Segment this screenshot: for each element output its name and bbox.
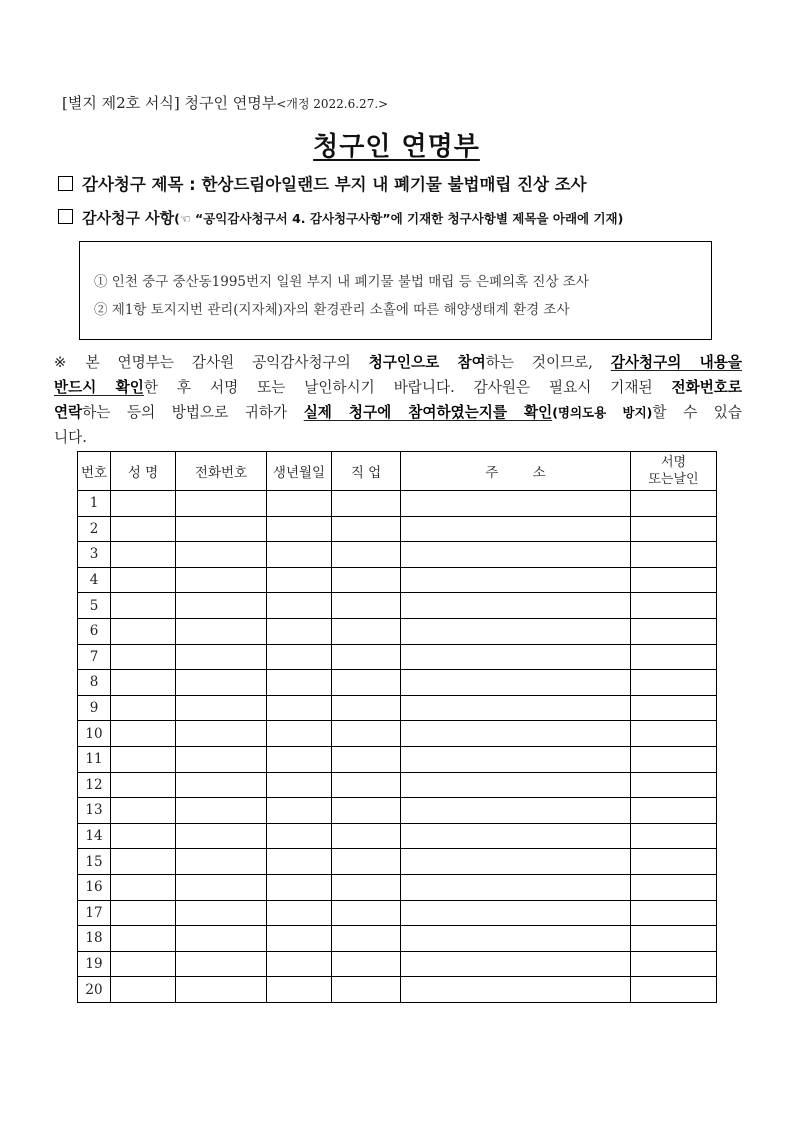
- row-number: 5: [78, 593, 111, 619]
- audit-subject-value: 한상드림아일랜드 부지 내 폐기물 불법매립 진상 조사: [201, 175, 587, 194]
- phone-cell[interactable]: [176, 951, 267, 977]
- name-cell[interactable]: [111, 721, 176, 747]
- col-header-address: 주 소: [401, 452, 631, 491]
- signature-cell[interactable]: [631, 874, 717, 900]
- audit-item-2: ② 제1항 토지지번 관리(지자체)자의 환경관리 소홀에 따른 해양생태계 환경 조사: [94, 302, 570, 318]
- phone-cell[interactable]: [176, 721, 267, 747]
- name-cell[interactable]: [111, 951, 176, 977]
- birthdate-cell[interactable]: [267, 618, 332, 644]
- audit-items-note: (☜ “공익감사청구서 4. 감사청구사항”에 기재한 청구사항별 제목을 아래에 기재): [174, 211, 624, 226]
- phone-cell[interactable]: [176, 823, 267, 849]
- occupation-cell[interactable]: [332, 772, 401, 798]
- address-cell[interactable]: [401, 644, 631, 670]
- occupation-cell[interactable]: [332, 491, 401, 517]
- phone-cell[interactable]: [176, 516, 267, 542]
- occupation-cell[interactable]: [332, 695, 401, 721]
- row-number: 20: [78, 977, 111, 1003]
- roster-body: [78, 491, 717, 1003]
- form-header: [62, 92, 388, 113]
- signature-cell[interactable]: [631, 695, 717, 721]
- row-number: 4: [78, 567, 111, 593]
- row-number: 2: [78, 516, 111, 542]
- occupation-cell[interactable]: [332, 567, 401, 593]
- address-cell[interactable]: [401, 695, 631, 721]
- name-cell[interactable]: [111, 670, 176, 696]
- birthdate-cell[interactable]: [267, 670, 332, 696]
- phone-cell[interactable]: [176, 593, 267, 619]
- table-row: [78, 593, 717, 619]
- phone-cell[interactable]: [176, 900, 267, 926]
- birthdate-cell[interactable]: [267, 695, 332, 721]
- birthdate-cell[interactable]: [267, 874, 332, 900]
- table-header-row: [78, 452, 717, 491]
- signature-cell[interactable]: [631, 951, 717, 977]
- address-cell[interactable]: [401, 670, 631, 696]
- address-cell[interactable]: [401, 618, 631, 644]
- birthdate-cell[interactable]: [267, 849, 332, 875]
- table-row: [78, 900, 717, 926]
- signature-cell[interactable]: [631, 618, 717, 644]
- birthdate-cell[interactable]: [267, 567, 332, 593]
- page-title: 청구인 연명부: [313, 132, 480, 162]
- phone-cell[interactable]: [176, 977, 267, 1003]
- signature-cell[interactable]: [631, 721, 717, 747]
- name-cell[interactable]: [111, 491, 176, 517]
- row-number: 3: [78, 542, 111, 568]
- phone-cell[interactable]: [176, 567, 267, 593]
- signature-cell[interactable]: [631, 593, 717, 619]
- name-cell[interactable]: [111, 798, 176, 824]
- col-header-birthdate: 생년월일: [267, 452, 332, 491]
- col-header-phone: 전화번호: [176, 452, 267, 491]
- signature-roster-table: [77, 451, 717, 1003]
- phone-cell[interactable]: [176, 618, 267, 644]
- signature-cell[interactable]: [631, 644, 717, 670]
- table-row: [78, 951, 717, 977]
- row-number: 10: [78, 721, 111, 747]
- notice-paragraph: ※ 본 연명부는 감사원 공익감사청구의 청구인으로 참여하는 것이므로, 감사청구의 내용을 반드시 확인한 후 서명 또는 날인하시기 바랍니다. 감사원은 필요시 기재된 전화번호로 연락하는 등의 방법으로 귀하가 실제 청구에 참여하였는지를 확인(명의도용 방지)할 수 있습 니다.: [54, 354, 742, 446]
- address-cell[interactable]: [401, 516, 631, 542]
- signature-cell[interactable]: [631, 798, 717, 824]
- table-row: [78, 823, 717, 849]
- row-number: 16: [78, 874, 111, 900]
- phone-cell[interactable]: [176, 874, 267, 900]
- address-cell[interactable]: [401, 874, 631, 900]
- audit-items: [58, 207, 623, 228]
- row-number: 6: [78, 618, 111, 644]
- row-number: 13: [78, 798, 111, 824]
- table-row: [78, 977, 717, 1003]
- name-cell[interactable]: [111, 874, 176, 900]
- table-row: [78, 516, 717, 542]
- birthdate-cell[interactable]: [267, 926, 332, 952]
- address-cell[interactable]: [401, 926, 631, 952]
- occupation-cell[interactable]: [332, 618, 401, 644]
- birthdate-cell[interactable]: [267, 644, 332, 670]
- table-row: [78, 772, 717, 798]
- birthdate-cell[interactable]: [267, 977, 332, 1003]
- name-cell[interactable]: [111, 977, 176, 1003]
- row-number: 18: [78, 926, 111, 952]
- row-number: 8: [78, 670, 111, 696]
- address-cell[interactable]: [401, 977, 631, 1003]
- signature-cell[interactable]: [631, 670, 717, 696]
- signature-cell[interactable]: [631, 900, 717, 926]
- phone-cell[interactable]: [176, 542, 267, 568]
- address-cell[interactable]: [401, 567, 631, 593]
- phone-cell[interactable]: [176, 849, 267, 875]
- birthdate-cell[interactable]: [267, 593, 332, 619]
- address-cell[interactable]: [401, 593, 631, 619]
- phone-cell[interactable]: [176, 746, 267, 772]
- birthdate-cell[interactable]: [267, 491, 332, 517]
- occupation-cell[interactable]: [332, 721, 401, 747]
- row-number: 1: [78, 491, 111, 517]
- name-cell[interactable]: [111, 542, 176, 568]
- signature-cell[interactable]: [631, 567, 717, 593]
- audit-subject: [58, 171, 587, 195]
- name-cell[interactable]: [111, 926, 176, 952]
- phone-cell[interactable]: [176, 926, 267, 952]
- name-cell[interactable]: [111, 593, 176, 619]
- row-number: 19: [78, 951, 111, 977]
- row-number: 14: [78, 823, 111, 849]
- name-cell[interactable]: [111, 567, 176, 593]
- row-number: 17: [78, 900, 111, 926]
- pointing-hand-icon: ☜: [179, 212, 191, 226]
- occupation-cell[interactable]: [332, 977, 401, 1003]
- occupation-cell[interactable]: [332, 516, 401, 542]
- phone-cell[interactable]: [176, 695, 267, 721]
- table-row: [78, 798, 717, 824]
- audit-items-box: [79, 241, 712, 340]
- name-cell[interactable]: [111, 695, 176, 721]
- checkbox-square-icon: [58, 176, 73, 191]
- table-row: [78, 670, 717, 696]
- occupation-cell[interactable]: [332, 926, 401, 952]
- occupation-cell[interactable]: [332, 849, 401, 875]
- phone-cell[interactable]: [176, 798, 267, 824]
- name-cell[interactable]: [111, 618, 176, 644]
- audit-item-1: ① 인천 중구 중산동1995번지 일원 부지 내 폐기물 불법 매립 등 은폐의혹 진상 조사: [94, 274, 589, 290]
- address-cell[interactable]: [401, 772, 631, 798]
- signature-cell[interactable]: [631, 542, 717, 568]
- form-label: [별지 제2호 서식] 청구인 연명부: [62, 94, 277, 112]
- occupation-cell[interactable]: [332, 900, 401, 926]
- birthdate-cell[interactable]: [267, 516, 332, 542]
- birthdate-cell[interactable]: [267, 746, 332, 772]
- table-row: [78, 746, 717, 772]
- occupation-cell[interactable]: [332, 874, 401, 900]
- address-cell[interactable]: [401, 900, 631, 926]
- birthdate-cell[interactable]: [267, 721, 332, 747]
- occupation-cell[interactable]: [332, 823, 401, 849]
- table-row: [78, 695, 717, 721]
- birthdate-cell[interactable]: [267, 772, 332, 798]
- row-number: 15: [78, 849, 111, 875]
- table-row: [78, 721, 717, 747]
- table-row: [78, 618, 717, 644]
- table-row: [78, 874, 717, 900]
- birthdate-cell[interactable]: [267, 951, 332, 977]
- address-cell[interactable]: [401, 721, 631, 747]
- name-cell[interactable]: [111, 746, 176, 772]
- table-row: [78, 849, 717, 875]
- audit-subject-label: 감사청구 제목 :: [82, 175, 202, 194]
- table-row: [78, 542, 717, 568]
- signature-cell[interactable]: [631, 823, 717, 849]
- col-header-name: 성 명: [111, 452, 176, 491]
- name-cell[interactable]: [111, 516, 176, 542]
- col-header-occupation: 직 업: [332, 452, 401, 491]
- occupation-cell[interactable]: [332, 951, 401, 977]
- phone-cell[interactable]: [176, 670, 267, 696]
- address-cell[interactable]: [401, 798, 631, 824]
- birthdate-cell[interactable]: [267, 900, 332, 926]
- name-cell[interactable]: [111, 823, 176, 849]
- address-cell[interactable]: [401, 823, 631, 849]
- signature-cell[interactable]: [631, 746, 717, 772]
- col-header-signature: 서명 또는날인: [631, 452, 717, 491]
- occupation-cell[interactable]: [332, 670, 401, 696]
- checkbox-square-icon: [58, 209, 73, 224]
- signature-cell[interactable]: [631, 491, 717, 517]
- phone-cell[interactable]: [176, 644, 267, 670]
- occupation-cell[interactable]: [332, 798, 401, 824]
- signature-cell[interactable]: [631, 926, 717, 952]
- name-cell[interactable]: [111, 849, 176, 875]
- signature-cell[interactable]: [631, 516, 717, 542]
- table-row: [78, 567, 717, 593]
- birthdate-cell[interactable]: [267, 798, 332, 824]
- occupation-cell[interactable]: [332, 746, 401, 772]
- table-row: [78, 926, 717, 952]
- row-number: 9: [78, 695, 111, 721]
- signature-cell[interactable]: [631, 849, 717, 875]
- birthdate-cell[interactable]: [267, 542, 332, 568]
- row-number: 11: [78, 746, 111, 772]
- address-cell[interactable]: [401, 491, 631, 517]
- address-cell[interactable]: [401, 542, 631, 568]
- table-row: [78, 491, 717, 517]
- audit-items-label: 감사청구 사항: [82, 209, 175, 227]
- phone-cell[interactable]: [176, 772, 267, 798]
- address-cell[interactable]: [401, 951, 631, 977]
- occupation-cell[interactable]: [332, 542, 401, 568]
- col-header-number: 번호: [78, 452, 111, 491]
- address-cell[interactable]: [401, 746, 631, 772]
- name-cell[interactable]: [111, 900, 176, 926]
- signature-cell[interactable]: [631, 977, 717, 1003]
- row-number: 7: [78, 644, 111, 670]
- occupation-cell[interactable]: [332, 644, 401, 670]
- signature-cell[interactable]: [631, 772, 717, 798]
- name-cell[interactable]: [111, 772, 176, 798]
- reference-mark: ※: [54, 354, 80, 371]
- row-number: 12: [78, 772, 111, 798]
- occupation-cell[interactable]: [332, 593, 401, 619]
- birthdate-cell[interactable]: [267, 823, 332, 849]
- name-cell[interactable]: [111, 644, 176, 670]
- table-row: [78, 644, 717, 670]
- amendment-date: <개정 2022.6.27.>: [276, 97, 389, 111]
- address-cell[interactable]: [401, 849, 631, 875]
- phone-cell[interactable]: [176, 491, 267, 517]
